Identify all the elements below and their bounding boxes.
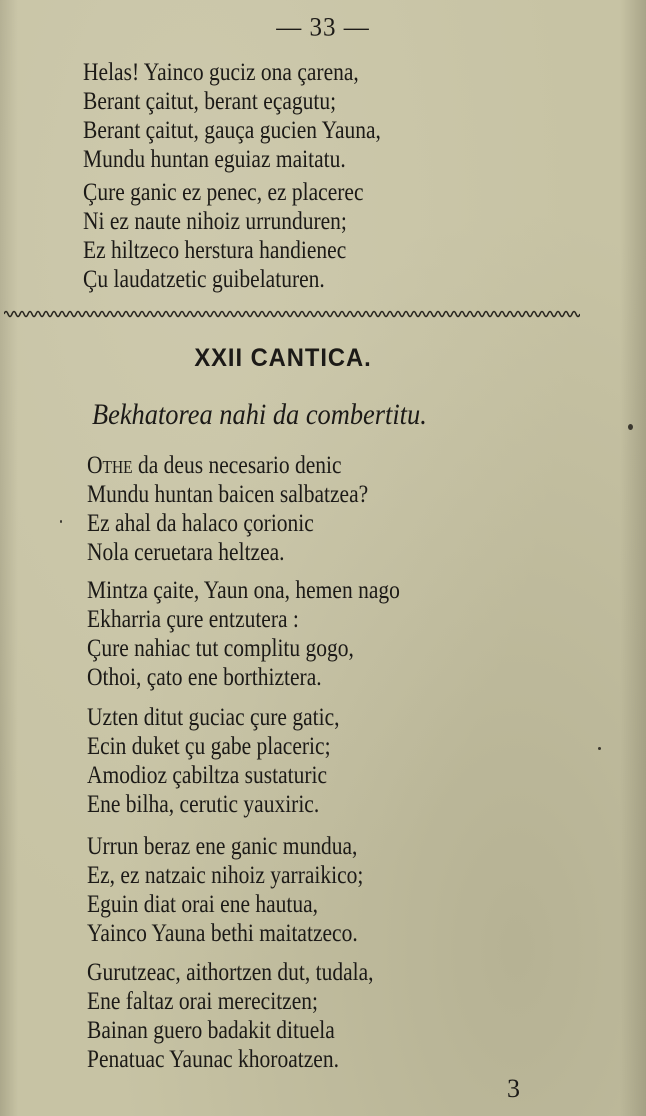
verse-line: Ecin duket çu gabe placeric; [87, 733, 331, 760]
verse-line: Urrun beraz ene ganic mundua, [87, 833, 358, 860]
verse-line: Eguin diat orai ene hautua, [87, 891, 319, 918]
verse-line: Ene faltaz orai merecitzen; [87, 988, 318, 1015]
verse-line: Bainan guero badakit dituela [87, 1017, 335, 1044]
verse-line: Penatuac Yaunac khoroatzen. [87, 1046, 339, 1073]
stanza-4 [87, 576, 451, 692]
stanza-3 [87, 451, 414, 567]
verse-line-first [87, 451, 368, 480]
verse-line: Mintza çaite, Yaun ona, hemen nago [87, 577, 400, 604]
verse-line: Helas! Yainco guciz ona çarena, [83, 59, 359, 86]
verse-line: Othoi, çato ene borthiztera. [87, 664, 322, 691]
verse-line: Çu laudatzetic guibelaturen. [83, 266, 325, 293]
paper-speck [628, 424, 633, 430]
verse-line: Çure ganic ez penec, ez placerec [83, 179, 364, 206]
stanza-6 [87, 832, 408, 948]
stanza-2 [83, 178, 409, 294]
stanza-1 [83, 58, 429, 174]
song-subtitle: Bekhatorea nahi da combertitu. [92, 398, 427, 431]
ornamental-rule [4, 307, 580, 321]
opening-word: Othe [87, 452, 133, 479]
verse-line: Amodioz çabiltza sustaturic [87, 762, 328, 789]
stanza-7 [87, 958, 420, 1074]
verse-line: Gurutzeac, aithortzen dut, tudala, [87, 959, 374, 986]
opening-line-rest: da deus necesario denic [132, 452, 342, 479]
paper-speck [598, 747, 601, 750]
song-heading: XXII CANTICA. [194, 344, 372, 372]
stanza-5 [87, 703, 381, 819]
verse-line: Ene bilha, cerutic yauxiric. [87, 791, 320, 818]
verse-line: Berant çaitut, berant eçagutu; [83, 88, 337, 115]
verse-line: Ez, ez natzaic nihoiz yarraikico; [87, 862, 364, 889]
verse-line: Mundu huntan eguiaz maitatu. [83, 146, 346, 173]
page-number: — 33 — [276, 13, 370, 42]
verse-line: Uzten ditut guciac çure gatic, [87, 704, 340, 731]
verse-line: Berant çaitut, gauça gucien Yauna, [83, 117, 381, 144]
verse-line: Mundu huntan baicen salbatzea? [87, 481, 369, 508]
signature-mark: 3 [507, 1074, 520, 1103]
verse-line: Ekharria çure entzutera : [87, 606, 299, 633]
verse-line: Ni ez naute nihoiz urrunduren; [83, 208, 347, 235]
paper-speck [60, 520, 62, 523]
verse-line: Yainco Yauna bethi maitatzeco. [87, 920, 358, 947]
verse-line: Nola ceruetara heltzea. [87, 539, 285, 566]
verse-line: Ez hiltzeco herstura handienec [83, 237, 347, 264]
verse-line: Ez ahal da halaco çorionic [87, 510, 314, 537]
verse-line: Çure nahiac tut complitu gogo, [87, 635, 354, 662]
